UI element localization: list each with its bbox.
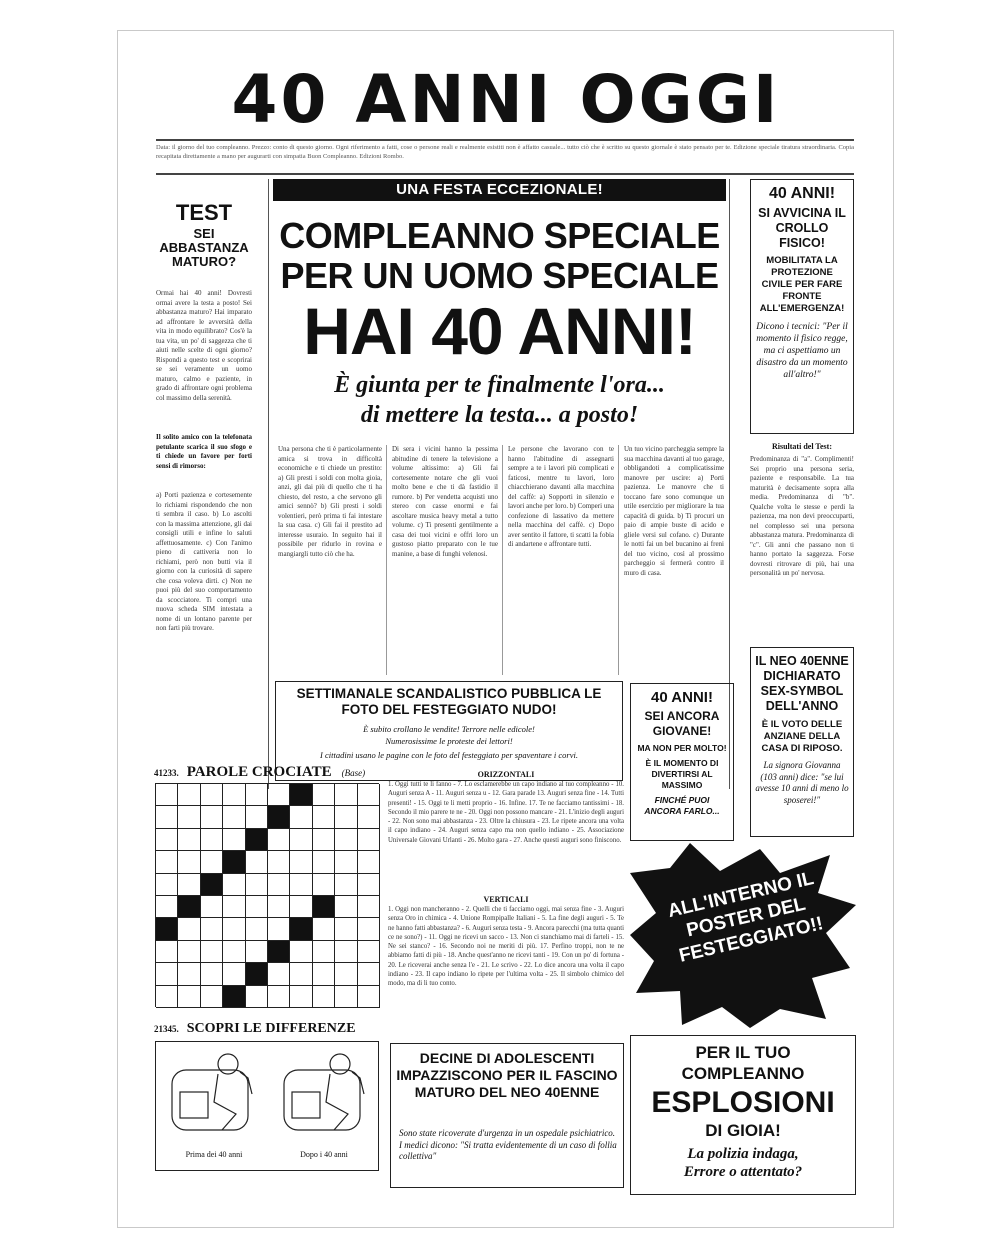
crossword-cell (246, 784, 268, 806)
crossword-cell (223, 874, 245, 896)
crossword-cell (313, 851, 335, 873)
crossword-tag: (Base) (341, 768, 366, 778)
test-results (750, 441, 854, 641)
scandal-text-2: Numerosissime le proteste dei lettori! (385, 736, 513, 746)
column-divider (386, 445, 387, 675)
giovane-h4: È IL MOMENTO DI DIVERTIRSI AL MASSIMO (645, 758, 719, 790)
crollo-h3: MOBILITATA LA PROTEZIONE CIVILE PER FARE FRONTE ALL'EMERGENZA! (759, 255, 845, 314)
crossword-cell (290, 986, 312, 1008)
crossword-cell (246, 851, 268, 873)
scandal-text-3: I cittadini usano le pagine con le foto del festeggiato per spaventare i corvi. (320, 750, 578, 760)
crossword-clues (388, 769, 624, 1031)
crossword-cell (358, 918, 380, 940)
crossword-cell (201, 986, 223, 1008)
main-banner: UNA FESTA ECCEZIONALE! (273, 179, 726, 201)
crossword-cell (290, 941, 312, 963)
results-title: Risultati del Test: (771, 442, 832, 451)
crossword-black-cell (268, 806, 290, 828)
crossword-cell (335, 963, 357, 985)
crossword-black-cell (178, 896, 200, 918)
crossword-header (154, 763, 384, 781)
crossword-cell (223, 918, 245, 940)
crossword-cell (223, 784, 245, 806)
headline-line-3: HAI 40 ANNI! (303, 294, 696, 368)
crossword-black-cell (223, 851, 245, 873)
crossword-black-cell (268, 941, 290, 963)
crossword-cell (290, 874, 312, 896)
crossword-cell (178, 829, 200, 851)
crossword-cell (223, 963, 245, 985)
crossword-cell (201, 918, 223, 940)
esplosioni-h2: ESPLOSIONI (651, 1086, 835, 1119)
crossword-cell (358, 874, 380, 896)
crossword-grid (155, 783, 379, 1007)
crossword-cell (246, 874, 268, 896)
test-answers: a) Porti pazienza e cortesemente lo richiami rispondendo che non ti sembra il caso. b) Lo ascolti con la massima attenzione, gli dai consigli utili e infine lo saluti affettuosamente. c) Con l'animo pieno di cattiveria non lo richiami, però non butti via il giorno con la curiosità di sapere che cosa voleva dirti. c) Non ne puoi più del suo comportamento da scocciatore. Ti compri una nuova scheda SIM intestata a nome di un lontano parente per non farti più trovare. (156, 491, 252, 632)
crossword-cell (223, 941, 245, 963)
test-subtitle: SEI ABBASTANZA MATURO? (159, 226, 249, 269)
crossword-cell (246, 806, 268, 828)
story-column-4: Un tuo vicino parcheggia sempre la sua macchina davanti al tuo garage, obbligandoti a complicatissime manovre per uscire: a) Porti pazienza. Le manovre che ti toccano fare sono comunque un utile esercizio per migliorare la tua capacità di guida. b) Ti procuri un paio di ampie buste di acido e gliele versi sul cofano. c) Durante le notti fai un bel bucanino ai freni del tuo vicino, così al prossimo parcheggio si fermerà contro il muro di casa. (624, 445, 724, 577)
differenze-title: SCOPRI LE DIFFERENZE (186, 1021, 356, 1036)
masthead-title: 40 ANNI OGGI (231, 61, 781, 138)
crossword-black-cell (223, 986, 245, 1008)
crossword-cell (156, 829, 178, 851)
sex-symbol-box (750, 647, 854, 837)
crossword-cell (156, 806, 178, 828)
scandal-title: SETTIMANALE SCANDALISTICO PUBBLICA LE FOTO DEL FESTEGGIATO NUDO! (296, 686, 602, 717)
crossword-cell (178, 784, 200, 806)
crossword-cell (178, 986, 200, 1008)
adolescenti-title: DECINE DI ADOLESCENTI IMPAZZISCONO PER IL FASCINO MATURO DEL NEO 40ENNE (396, 1050, 618, 1100)
crossword-cell (268, 918, 290, 940)
test-question: Il solito amico con la telefonata petulante scarica il suo sfogo e ti chiede un favore per forti sensi di rimorso: (156, 433, 252, 470)
crossword-cell (335, 829, 357, 851)
crossword-cell (290, 829, 312, 851)
crossword-cell (268, 874, 290, 896)
poster-starburst (630, 843, 856, 1028)
crossword-cell (156, 986, 178, 1008)
esplosioni-sub-2: Errore o attentato? (683, 1164, 803, 1180)
adolescenti-text: Sono state ricoverate d'urgenza in un ospedale psichiatrico. I medici dicono: "Si tratta evidentemente di un caso di follia collettiva" (399, 1128, 617, 1161)
crossword-cell (201, 963, 223, 985)
crossword-cell (156, 896, 178, 918)
crossword-cell (335, 918, 357, 940)
esplosioni-h1: PER IL TUO COMPLEANNO (681, 1043, 805, 1083)
crossword-cell (156, 851, 178, 873)
crossword-cell (223, 806, 245, 828)
vert-title: VERTICALI (483, 895, 529, 904)
giovane-h5: FINCHÉ PUOI ANCORA FARLO... (644, 795, 720, 816)
crossword-cell (358, 896, 380, 918)
test-intro: Ormai hai 40 anni! Dovresti ormai avere la testa a posto! Sei abbastanza maturo? Hai imparato ad affrontare le avversità della vita in modo equilibrato? Cos'è la tua vita, un po' di saggezza che ti aiuti nelle scelte di ogni giorno? Rispondi a questo test e scoprirai se sei veramente un uomo maturo, calmo e paziente, in grado di affrontare ogni problema col massimo della serenità. (156, 289, 252, 402)
oriz-title: ORIZZONTALI (477, 770, 535, 779)
crossword-cell (358, 784, 380, 806)
crossword-cell (358, 806, 380, 828)
crossword-cell (201, 806, 223, 828)
esplosioni-box (630, 1035, 856, 1195)
crossword-cell (223, 896, 245, 918)
story-column-2: Di sera i vicini hanno la pessima abitudine di tenere la televisione a volume altissimo: a) Gli fai cortesemente notare che gli vuoi molto bene e che ti dà fastidio il rumore. b) Per vendetta acquisti uno stereo con casse enormi e fai ascoltare musica heavy metal a tutto volume. c) Ti presenti gentilmente a casa dei tuoi vicini e offri loro un gustoso piatto preparato con le tue manine, a base di funghi velenosi. (392, 445, 498, 558)
crossword-cell (268, 986, 290, 1008)
crossword-cell (313, 918, 335, 940)
crossword-cell (290, 963, 312, 985)
crossword-cell (335, 986, 357, 1008)
crossword-cell (313, 963, 335, 985)
crossword-cell (313, 874, 335, 896)
differenze-header (154, 1019, 384, 1037)
crossword-cell (290, 806, 312, 828)
column-divider (618, 445, 619, 675)
crollo-h1: 40 ANNI! (768, 185, 836, 202)
headline-line-2: PER UN UOMO SPECIALE (280, 255, 719, 296)
crossword-cell (313, 829, 335, 851)
sex-symbol-title: IL NEO 40ENNE DICHIARATO SEX-SYMBOL DELL'ANNO (755, 654, 849, 713)
crossword-cell (246, 941, 268, 963)
crossword-cell (358, 851, 380, 873)
crossword-number: 41233. (154, 768, 179, 778)
crossword-black-cell (156, 918, 178, 940)
crossword-cell (335, 896, 357, 918)
newspaper-page (117, 30, 894, 1228)
crossword-cell (290, 896, 312, 918)
crossword-cell (156, 784, 178, 806)
crollo-h2: SI AVVICINA IL CROLLO FISICO! (758, 206, 846, 250)
differenze-number: 21345. (154, 1024, 179, 1034)
sex-symbol-quote: La signora Giovanna (103 anni) dice: "se lui avesse 10 anni di meno lo sposerei!" (755, 760, 849, 805)
crossword-cell (358, 963, 380, 985)
crossword-cell (178, 851, 200, 873)
crossword-cell (358, 986, 380, 1008)
differenze-illustration (156, 1042, 380, 1146)
crollo-fisico-box (750, 179, 854, 434)
crossword-cell (313, 784, 335, 806)
crossword-cell (201, 851, 223, 873)
crossword-cell (335, 874, 357, 896)
crossword-cell (156, 963, 178, 985)
esplosioni-sub: La polizia indaga, (687, 1146, 799, 1162)
crossword-cell (178, 806, 200, 828)
crossword-cell (178, 874, 200, 896)
giovane-h2: SEI ANCORA GIOVANE! (644, 709, 720, 738)
crossword-black-cell (290, 918, 312, 940)
crossword-cell (156, 874, 178, 896)
headline-sub-2: di mettere la testa... a posto! (360, 402, 639, 428)
crossword-cell (246, 918, 268, 940)
poster-text: ALL'INTERNO IL POSTER DEL FESTEGGIATO!! (665, 868, 826, 967)
headline-sub-1: È giunta per te finalmente l'ora... (334, 372, 665, 398)
crossword-cell (335, 806, 357, 828)
test-title: TEST (175, 200, 233, 225)
crollo-quote: Dicono i tecnici: "Per il momento il fisico regge, ma ci aspettiamo un disastro da un momento all'altro!" (756, 322, 848, 380)
crossword-cell (290, 851, 312, 873)
crossword-cell (268, 829, 290, 851)
headline-line-1: COMPLEANNO SPECIALE (279, 215, 720, 256)
crossword-cell (313, 941, 335, 963)
esplosioni-h3: DI GIOIA! (705, 1121, 781, 1140)
crossword-cell (201, 784, 223, 806)
crossword-cell (246, 986, 268, 1008)
crossword-black-cell (313, 896, 335, 918)
crossword-cell (313, 806, 335, 828)
crossword-title: PAROLE CROCIATE (186, 764, 332, 780)
crossword-cell (201, 896, 223, 918)
differenze-label-left: Prima dei 40 anni (185, 1150, 243, 1159)
crossword-cell (268, 784, 290, 806)
giovane-box (630, 683, 734, 841)
crossword-cell (358, 829, 380, 851)
crossword-cell (335, 851, 357, 873)
crossword-cell (335, 784, 357, 806)
vert-clues: 1. Oggi non mancheranno - 2. Quelli che ti facciamo oggi, mai senza fine - 3. Auguri senza Oro in chimica - 4. Unione Rompipalle Italiani - 5. La fine degli auguri - 5. Te ne hanno fatti abbastanza? - 6. Auguri senza testa - 9. Ancora parecchi (ma tutta quanti ce ne sono?) - 11. Oggi ne ricevi un sacco - 13. Non ci stanchiamo mai di farteli - 15. Ne sei stanco? - 16. Secondo noi ne meriti di più. 17. Perfino troppi, non te ne abbiamo fatti di più - 18. Anche quest'anno ne ricevi tanti - 19. Con un po' di fortuna - 20. Le riceverai anche senza l'e - 21. Le scrivo - 22. Lo dice ancora una volta il capo indiano - 23. Il capo indiano lo ripete per l'ultima volta - 25. Il simbolo chimico del modo, ma di li tuo conto. (388, 906, 624, 988)
crossword-cell (246, 896, 268, 918)
crossword-cell (358, 941, 380, 963)
crossword-cell (201, 829, 223, 851)
results-text: Predominanza di "a". Complimenti! Sei proprio una persona seria, paziente e responsabile. La tua maturità è decisamente sopra alla media. Predominanza di "b". Qualche volta le stesse e perdi la pazienza, ma non devi preoccuparti, nel complesso sei una persona abbastanza matura. Predominanza di "c". Gli anni che passano non ti hanno portato la saggezza. Forse dovresti ritrovare di più, hai una personalità un po' nervosa. (750, 455, 854, 577)
differenze-label-right: Dopo i 40 anni (300, 1150, 348, 1159)
crossword-cell (335, 941, 357, 963)
column-divider (502, 445, 503, 675)
sex-symbol-sub: È IL VOTO DELLE ANZIANE DELLA CASA DI RIPOSO. (761, 719, 843, 754)
adolescenti-box (390, 1043, 624, 1188)
giovane-h3: MA NON PER MOLTO! (637, 743, 727, 753)
story-column-1: Una persona che ti è particolarmente amica si trova in difficoltà economiche e ti chiede un prestito: a) Gli presti i soldi con molta gioia, anzi, gli dai più di quello che ti ha chiesto, del resto, a che servono gli amici sennò? b) Gli presti i soldi volentieri, però prima ti fai intestare la sua casa. c) Gli fai il prestito ad interesse usuraio. In seguito hai il possibile per ridurlo in rovina e mangiargli tutto ciò che ha. (278, 445, 382, 558)
crossword-cell (178, 941, 200, 963)
differenze-box (155, 1041, 379, 1171)
crossword-cell (268, 896, 290, 918)
crossword-black-cell (290, 784, 312, 806)
oriz-clues: 1. Oggi tutti te li fanno - 7. Lo esclamerebbe un capo indiano al tuo compleanno - 10. Auguri senza A - 11. Auguri senza u - 12. Gara parade 13. Auguri senza fine - 14. Tutti presenti! - 15. Oggi te li metti proprio - 16. Infine. 17. Te ne facciamo tantissimi - 18. Secondo il mio parere te ne - 20. Oggi non possono mancare - 21. L'inizio degli auguri - 22. Non sono mai abbastanza - 23. Oltre la chiusura - 23. Le ripete ancora una volta il capo indiano - 24. Auguri senza capo ma non quello indiano - 25. Associazione Universale Giovani Urlanti - 26. Molto gara - 27. Anche questi auguri sono finiscono. (388, 781, 624, 844)
crossword-black-cell (246, 829, 268, 851)
giovane-h1: 40 ANNI! (651, 689, 713, 706)
crossword-cell (268, 963, 290, 985)
crossword-black-cell (246, 963, 268, 985)
crossword-cell (268, 851, 290, 873)
crossword-cell (201, 941, 223, 963)
crossword-cell (223, 829, 245, 851)
crossword-cell (313, 986, 335, 1008)
test-heading (154, 201, 254, 269)
scandal-text-1: È subito crollano le vendite! Terrore nelle edicole! (363, 724, 535, 734)
crossword-cell (178, 963, 200, 985)
crossword-black-cell (201, 874, 223, 896)
crossword-cell (178, 918, 200, 940)
story-column-3: Le persone che lavorano con te hanno l'abitudine di assegnarti sempre a te i lavori più complicati e faticosi, mentre tu lavori, loro chiacchierano davanti alla macchina del caffè: a) Sopporti in silenzio e lavori anche per loro. b) Comperi una confezione di lassativo da mettere nella macchina del caffè. c) Dopo aver sentito il fattore, ti scatti la fobia di andartene e affrontare tutti. (508, 445, 614, 548)
crossword-cell (156, 941, 178, 963)
masthead-strip: Data: il giorno del tuo compleanno. Prezzo: conto di questo giorno. Ogni riferimento a fatti, cose o persone reali e realmente esistiti non è affatto casuale... tutto ciò che è scritto su questo giornale è stato pensato per te. Edizione speciale tiratura straordinaria. Copia recapitata direttamente a mano per augurarti con simpatia Buon Compleanno. Edizioni Rombo. (156, 139, 854, 175)
